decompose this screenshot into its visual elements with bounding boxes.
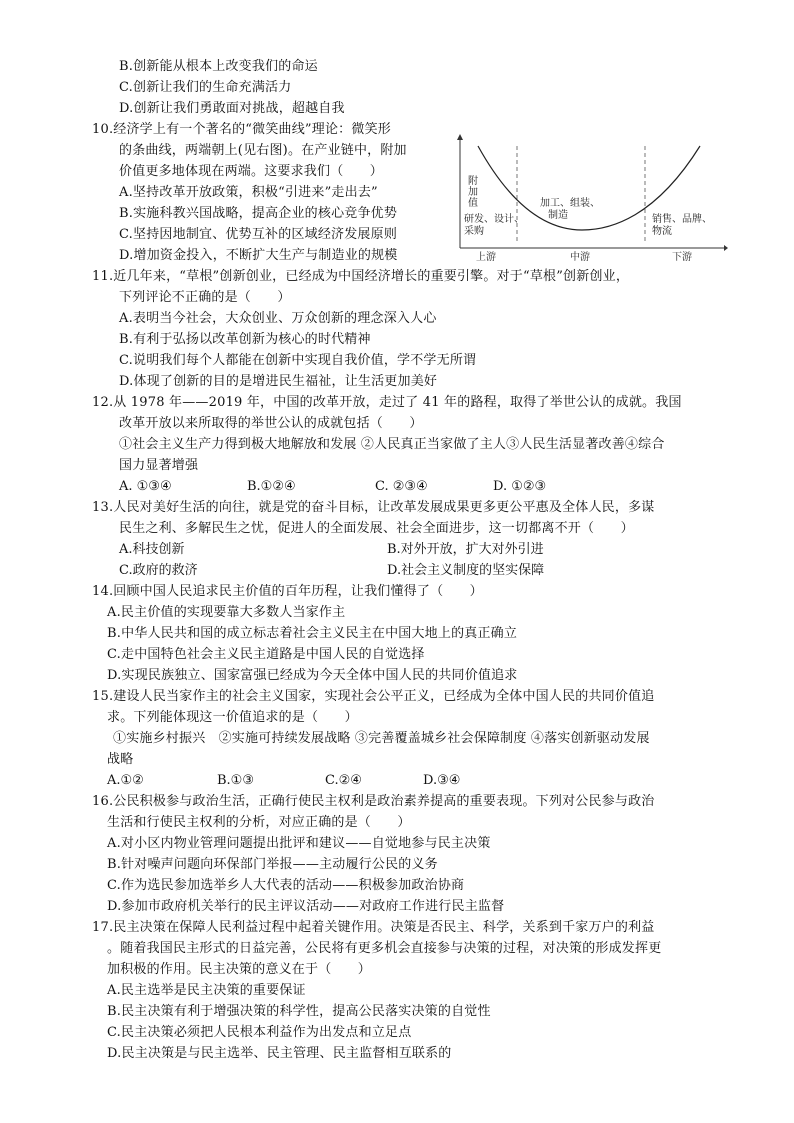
q13-option-a: A.科技创新 <box>119 542 185 557</box>
q17-option-c: C.民主决策必须把人民根本利益作为出发点和立足点 <box>107 1025 412 1040</box>
figure-right-label-1: 销售、品牌、 <box>652 214 712 225</box>
q10-stem-1: 10.经济学上有一个著名的“微笑曲线”理论：微笑形 <box>92 122 391 137</box>
q13-option-b: B.对外开放，扩大对外引进 <box>387 542 544 557</box>
q12-items-2: 国力显著增强 <box>119 458 199 473</box>
q16-option-b: B.针对噪声问题向环保部门举报——主动履行公民的义务 <box>107 857 438 872</box>
q13-options-row-1 <box>119 540 679 560</box>
q11-option-a: A.表明当今社会，大众创业、万众创新的理念深入人心 <box>119 311 437 326</box>
q12-option-a: A. ①③④ <box>119 479 172 494</box>
q12-option-b: B.①②④ <box>247 479 296 494</box>
q13-option-c: C.政府的救济 <box>119 563 198 578</box>
figure-x-label-midstream: 中游 <box>570 252 590 262</box>
q11-option-d: D.体现了创新的目的是增进民生福祉，让生活更加美好 <box>119 374 438 389</box>
figure-x-label-downstream: 下游 <box>672 252 692 262</box>
q14-option-b: B.中华人民共和国的成立标志着社会主义民主在中国大地上的真正确立 <box>107 626 518 641</box>
q17-stem-1: 17.民主决策在保障人民利益过程中起着关键作用。决策是否民主、科学，关系到千家万户的利益 <box>92 920 655 935</box>
q15-stem-1: 15.建设人民当家作主的社会主义国家，实现社会公平正义，已经成为全体中国人民的共同价值追 <box>92 689 655 704</box>
q12-stem-2: 改革开放以来所取得的举世公认的成就包括（ ） <box>119 416 423 431</box>
q16-option-a: A.对小区内物业管理问题提出批评和建议——自觉地参与民主决策 <box>107 836 491 851</box>
q16-stem-1: 16.公民积极参与政治生活，正确行使民主权利是政治素养提高的重要表现。下列对公民参与政治 <box>92 794 655 809</box>
q9-option-c: C.创新让我们的生命充满活力 <box>119 80 292 95</box>
q16-option-c: C.作为选民参加选举乡人大代表的活动——积极参加政治协商 <box>107 878 465 893</box>
q13-stem-2: 民生之利、多解民生之忧，促进人的全面发展、社会全面进步，这一切都离不开（ ） <box>119 521 634 536</box>
q10-option-a: A.坚持改革开放政策，积极“引进来”走出去” <box>119 185 378 200</box>
q11-stem-1: 11.近几年来，“草根”创新创业，已经成为中国经济增长的重要引擎。对于“草根”创新创业， <box>92 269 630 284</box>
q14-option-a: A.民主价值的实现要靠大多数人当家作主 <box>107 605 346 620</box>
q15-options <box>107 771 667 791</box>
q12-items-1: ①社会主义生产力得到极大地解放和发展 ②人民真正当家做了主人③人民生活显著改善④综合 <box>119 437 665 452</box>
q11-option-b: B.有利于弘扬以改革创新为核心的时代精神 <box>119 332 371 347</box>
q17-stem-3: 加积极的作用。民主决策的意义在于（ ） <box>107 962 372 977</box>
q10-option-c: C.坚持因地制宜、优势互补的区域经济发展原则 <box>119 227 398 242</box>
q17-stem-2: 。随着我国民主形式的日益完善，公民将有更多机会直接参与决策的过程，对决策的形成发挥更 <box>107 941 662 956</box>
q9-option-d: D.创新让我们勇敢面对挑战，超越自我 <box>119 101 345 116</box>
q15-option-a: A.①② <box>107 773 144 788</box>
q14-option-d: D.实现民族独立、国家富强已经成为今天全体中国人民的共同价值追求 <box>107 668 518 683</box>
q12-stem-1: 12.从 1978 年——2019 年，中国的改革开放，走过了 41 年的路程，取得了举世公认的成就。我国 <box>92 395 682 410</box>
q15-option-d: D.③④ <box>423 773 461 788</box>
q15-stem-2: 求。下列能体现这一价值追求的是（ ） <box>107 710 358 725</box>
q12-option-d: D. ①②③ <box>493 479 547 494</box>
figure-middle-label-1: 加工、组装、 <box>540 198 600 209</box>
q11-stem-2: 下列评论不正确的是（ ） <box>119 290 291 305</box>
q11-option-c: C.说明我们每个人都能在创新中实现自我价值，学不学无所谓 <box>119 353 477 368</box>
q16-option-d: D.参加市政府机关举行的民主评议活动——对政府工作进行民主监督 <box>107 899 505 914</box>
q12-option-c: C. ②③④ <box>375 479 428 494</box>
q12-options <box>119 477 679 497</box>
q16-stem-2: 生活和行使民主权利的分析，对应正确的是（ ） <box>107 815 411 830</box>
q15-option-b: B.①③ <box>217 773 254 788</box>
q9-option-b: B.创新能从根本上改变我们的命运 <box>119 59 318 74</box>
figure-ylabel: 附加值 <box>468 176 478 209</box>
q17-option-d: D.民主决策是与民主选举、民主管理、民主监督相互联系的 <box>107 1046 452 1061</box>
q15-option-c: C.②④ <box>325 773 362 788</box>
q15-items-2: 战略 <box>107 752 134 767</box>
figure-left-label-1: 研发、设计、 <box>464 214 524 225</box>
q13-stem-1: 13.人民对美好生活的向往，就是党的奋斗目标，让改革发展成果更多更公平惠及全体人民，多谋 <box>92 500 655 515</box>
q13-option-d: D.社会主义制度的坚实保障 <box>387 563 545 578</box>
figure-left-label-2: 采购 <box>464 226 484 237</box>
q17-option-b: B.民主决策有利于增强决策的科学性，提高公民落实决策的自觉性 <box>107 1004 491 1019</box>
figure-middle-label-2: 制造 <box>548 210 568 221</box>
q10-option-d: D.增加资金投入，不断扩大生产与制造业的规模 <box>119 248 398 263</box>
q10-stem-3: 价值更多地体现在两端。这要求我们（ ） <box>119 164 384 179</box>
q17-option-a: A.民主选举是民主决策的重要保证 <box>107 983 306 998</box>
q14-stem: 14.回顾中国人民追求民主价值的百年历程，让我们懂得了（ ） <box>92 584 483 599</box>
smile-curve-figure <box>450 132 728 262</box>
q10-option-b: B.实施科教兴国战略，提高企业的核心竞争优势 <box>119 206 398 221</box>
q15-items-1: ①实施乡村振兴 ②实施可持续发展战略 ③完善覆盖城乡社会保障制度 ④落实创新驱动发展 <box>113 731 650 746</box>
figure-right-label-2: 物流 <box>652 226 672 237</box>
q13-options-row-2 <box>119 561 679 581</box>
q14-option-c: C.走中国特色社会主义民主道路是中国人民的自觉选择 <box>107 647 425 662</box>
q10-stem-2: 的条曲线，两端朝上(见右图)。在产业链中，附加 <box>119 143 407 158</box>
figure-x-label-upstream: 上游 <box>476 252 496 262</box>
